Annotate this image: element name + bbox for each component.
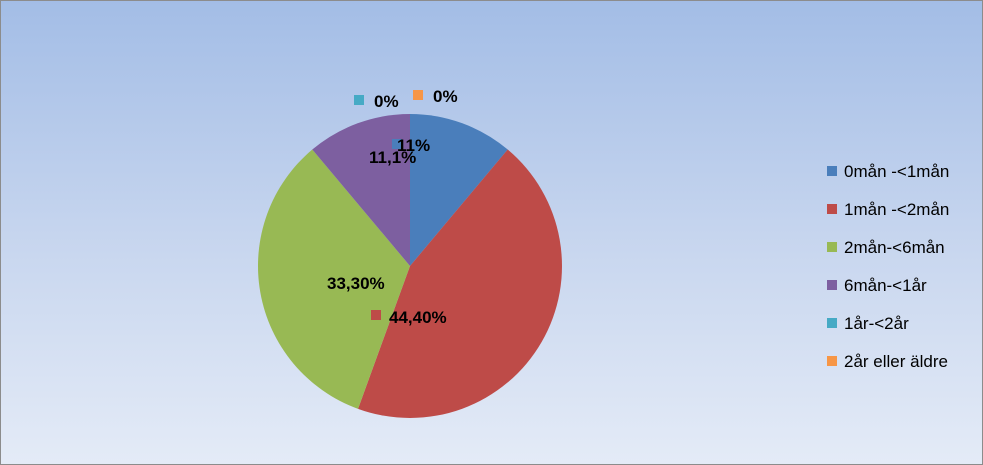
data-label-0: 11% [397, 136, 431, 155]
legend-item-1 [827, 199, 949, 237]
legend [827, 161, 949, 389]
data-label-swatch-5 [413, 90, 423, 100]
legend-swatch [827, 356, 837, 366]
legend-label: 2år eller äldre [844, 352, 948, 371]
data-label-3: 11,1% [369, 148, 417, 167]
legend-label: 1mån -<2mån [844, 200, 950, 219]
data-label-4: 0% [374, 92, 399, 111]
data-label-1: 44,40% [389, 308, 447, 327]
legend-swatch [827, 280, 837, 290]
legend-item-5 [827, 351, 949, 389]
legend-swatch [827, 204, 837, 214]
legend-label: 2mån-<6mån [844, 238, 945, 257]
legend-swatch [827, 318, 837, 328]
legend-label: 6mån-<1år [844, 276, 927, 295]
legend-item-3 [827, 275, 949, 313]
data-label-swatch-4 [354, 95, 364, 105]
data-label-5: 0% [433, 87, 458, 106]
legend-swatch [827, 242, 837, 252]
legend-item-4 [827, 313, 949, 351]
legend-label: 1år-<2år [844, 314, 909, 333]
data-label-swatch-1 [371, 310, 381, 320]
data-label-2: 33,30% [327, 274, 385, 293]
legend-label: 0mån -<1mån [844, 162, 950, 181]
legend-swatch [827, 166, 837, 176]
legend-item-2 [827, 237, 949, 275]
legend-item-0 [827, 161, 949, 199]
